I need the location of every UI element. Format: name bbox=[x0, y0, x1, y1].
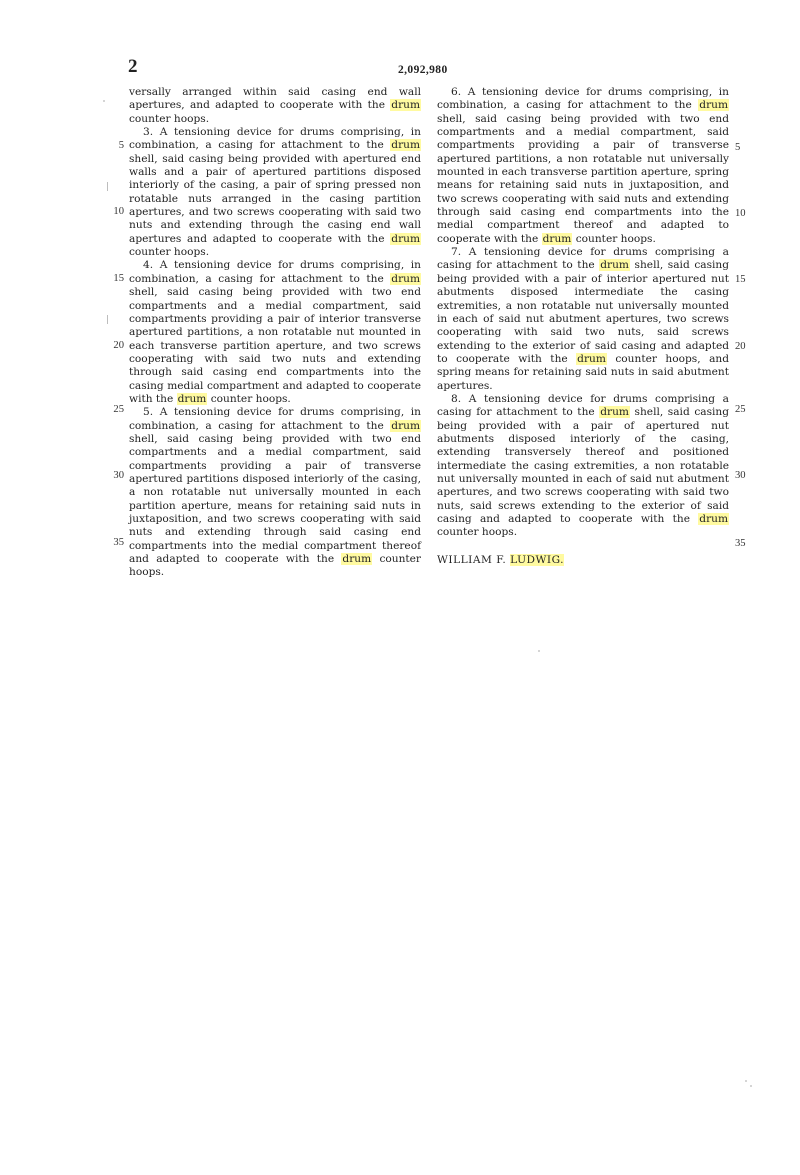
line-number-left-5: 5 bbox=[118, 140, 124, 151]
patent-number: 2,092,980 bbox=[398, 64, 448, 76]
claim-6: 6. A tensioning device for drums comprising, in combination, a casing for attachment to the drum shell, said casing being provided with two end compartments and a medial compartment, said compartments providing a pair of transverse apertured partitions, a non rotatable nut universally mounted in each transverse partition aperture, spring means for retaining said nuts in juxtaposition, and two screws cooperating with said nuts and extending through said casing end compartments into the medial compartment thereof and adapted to cooperate with the drum counter hoops. bbox=[437, 86, 729, 245]
inventor-signature: WILLIAM F. LUDWIG. bbox=[437, 553, 565, 566]
line-number-right-25: 25 bbox=[735, 404, 746, 415]
line-number-left-25: 25 bbox=[113, 404, 124, 415]
highlighted-term: drum bbox=[542, 232, 572, 245]
claim-7: 7. A tensioning device for drums comprising a casing for attachment to the drum shell, said casing being provided with a pair of interior apertured nut abutments disposed intermediate the casing extremities, a non rotatable nut universally mounted in each of said nut abutment apertures, two screws cooperating with said two nuts, said screws extending to the exterior of said casing and adapted to cooperate with the drum counter hoops, and spring means for retaining said nuts in said abutment apertures. bbox=[437, 246, 729, 392]
claims-right-column bbox=[437, 86, 729, 567]
line-number-right-35: 35 bbox=[735, 538, 746, 549]
claim-4: 4. A tensioning device for drums comprising, in combination, a casing for attachment to the drum shell, said casing being provided with two end compartments and a medial compartment, said compartments providing a pair of interior transverse apertured partitions, a non rotatable nut mounted in each transverse partition aperture, and two screws cooperating with said two nuts and extending through said casing end compartments into the casing medial compartment and adapted to cooperate with the drum counter hoops. bbox=[129, 259, 421, 405]
scan-mark bbox=[750, 1085, 752, 1087]
claim-8: 8. A tensioning device for drums comprising a casing for attachment to the drum shell, said casing being provided with a pair of apertured nut abutments disposed interiorly of the casing, extending transversely thereof and positioned intermediate the casing extremities, a non rotatable nut universally mounted in each of said nut abutment apertures, and two screws cooperating with said two nuts, said screws extending to the exterior of said casing and adapted to cooperate with the drum counter hoops. bbox=[437, 392, 729, 539]
line-number-left-35: 35 bbox=[113, 537, 124, 548]
claim-5: 5. A tensioning device for drums comprising, in combination, a casing for attachment to the drum shell, said casing being provided with two end compartments and a medial compartment, said compartments providing a pair of transverse apertured partitions disposed interiorly of the casing, a non rotatable nut universally mounted in each partition aperture, means for retaining said nuts in juxtaposition, and two screws cooperating with said nuts and extending through said casing end compartments into the medial compartment thereof and adapted to cooperate with the drum counter hoops. bbox=[129, 406, 421, 579]
scan-mark bbox=[745, 1080, 747, 1082]
claim-3: 3. A tensioning device for drums comprising, in combination, a casing for attachment to the drum shell, said casing being provided with apertured end walls and a pair of apertured partitions disposed interiorly of the casing, a pair of spring pressed non rotatable nuts arranged in the casing partition apertures, and two screws cooperating with said two nuts and extending through the casing end wall apertures and adapted to cooperate with the drum counter hoops. bbox=[129, 126, 421, 259]
line-number-right-15: 15 bbox=[735, 274, 746, 285]
scan-mark bbox=[538, 650, 540, 652]
highlighted-term: drum bbox=[391, 139, 420, 152]
claim-2-continuation: versally arranged within said casing end wall apertures, and adapted to cooperate with the drum counter hoops. bbox=[129, 86, 421, 125]
highlighted-term: drum bbox=[600, 259, 629, 272]
highlighted-term: drum bbox=[699, 513, 728, 525]
scan-mark bbox=[107, 182, 108, 191]
line-number-right-30: 30 bbox=[735, 470, 746, 481]
highlighted-term: drum bbox=[577, 352, 606, 365]
line-number-right-5: 5 bbox=[735, 142, 741, 153]
line-number-right-20: 20 bbox=[735, 341, 746, 352]
page-number: 2 bbox=[128, 56, 138, 77]
highlighted-term: drum bbox=[391, 419, 420, 432]
line-number-left-30: 30 bbox=[113, 470, 124, 481]
line-number-left-20: 20 bbox=[113, 340, 124, 351]
line-number-right-10: 10 bbox=[735, 208, 746, 219]
line-number-left-15: 15 bbox=[113, 273, 124, 284]
highlighted-term: drum bbox=[342, 553, 372, 566]
line-number-left-10: 10 bbox=[113, 206, 124, 217]
scan-mark bbox=[103, 100, 105, 102]
highlighted-term: drum bbox=[391, 272, 420, 285]
highlighted-term: drum bbox=[391, 99, 420, 112]
claims-left-column bbox=[129, 86, 421, 580]
highlighted-term: drum bbox=[177, 392, 207, 405]
highlighted-term: drum bbox=[391, 232, 420, 245]
highlighted-term: drum bbox=[600, 406, 629, 419]
highlighted-term: drum bbox=[699, 99, 728, 112]
highlighted-term: LUDWIG. bbox=[510, 553, 565, 566]
scan-mark bbox=[107, 315, 108, 324]
